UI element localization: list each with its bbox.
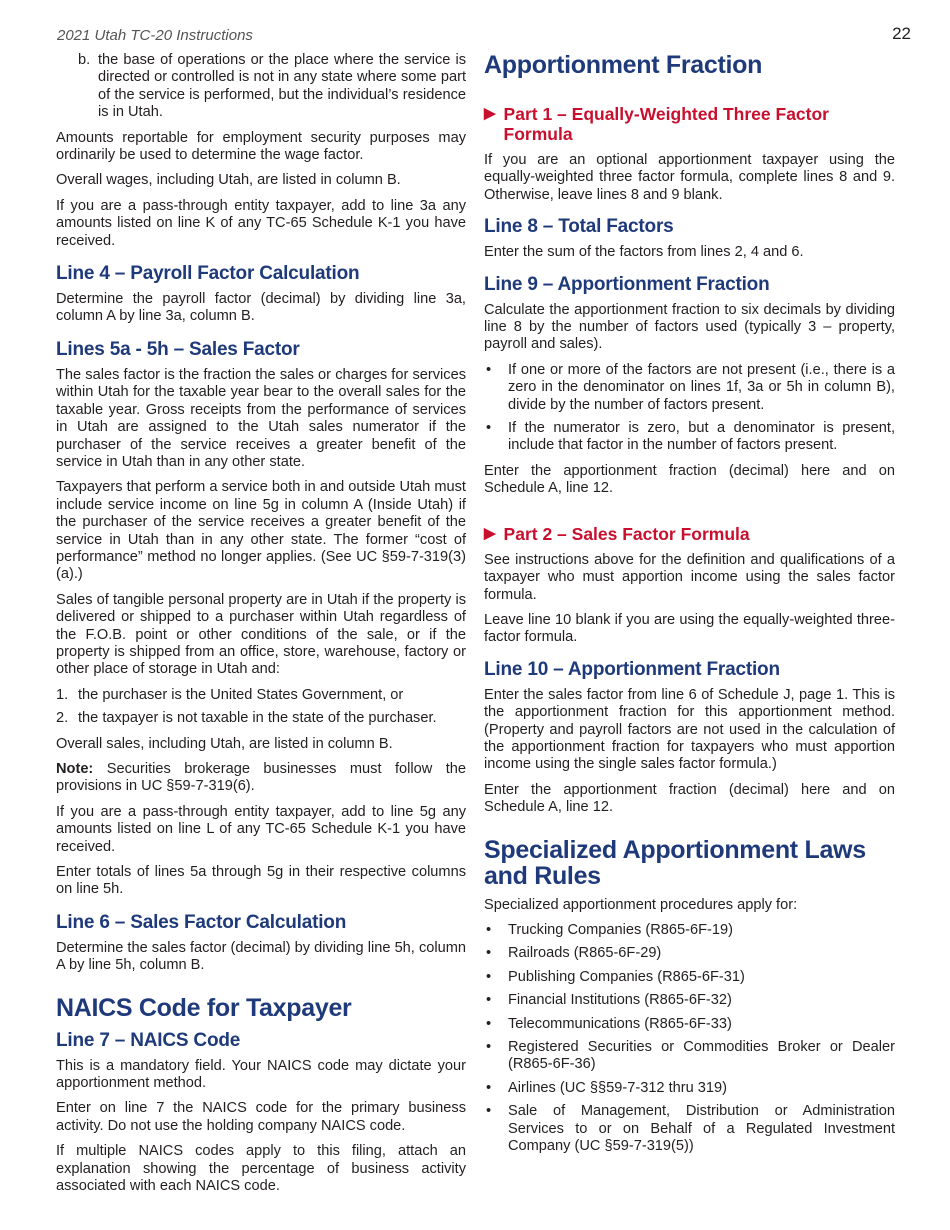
list-item xyxy=(484,1039,895,1074)
bullet: • xyxy=(486,420,492,437)
paragraph-overall-sales: Overall sales, including Utah, are listed in column B. xyxy=(56,735,393,752)
list-item xyxy=(484,922,895,939)
list-item xyxy=(484,420,895,455)
bullet: • xyxy=(486,992,492,1009)
bullet-list-specialized xyxy=(484,922,895,1155)
paragraph-part-2a: See instructions above for the definition and qualifications of a taxpayer who must apportion income using the sales factor formula. xyxy=(484,551,895,603)
paragraph-naics-1: This is a mandatory field. Your NAICS code may dictate your apportionment method. xyxy=(56,1057,466,1092)
paragraph-passthrough-5g: If you are a pass-through entity taxpayer, add to line 5g any amounts listed on line L of any TC-65 Schedule K-1 you have received. xyxy=(56,803,466,855)
bullet: • xyxy=(486,361,492,378)
list-text: Financial Institutions (R865-6F-32) xyxy=(508,992,732,1009)
right-column xyxy=(484,52,895,1163)
heading-line-7: Line 7 – NAICS Code xyxy=(56,1029,241,1051)
paragraph-sales-1: The sales factor is the fraction the sales or charges for services within Utah for the taxable year bear to the overall sales for the taxable year. Gross receipts from the performance of services in Utah are assigned to the Utah sales numerator if the purchaser of the service receives a greater benefit of the service in Utah than in any other state. xyxy=(56,366,466,470)
paragraph-line-10a: Enter the sales factor from line 6 of Schedule J, page 1. This is the apportionment fraction for this apportionment method. (Property and payroll factors are not used in the calculation of the apportionment fraction for taxpayers who must apportion income using the single sales factor formula.) xyxy=(484,686,895,773)
heading-line-4: Line 4 – Payroll Factor Calculation xyxy=(56,263,360,285)
paragraph-sales-3: Sales of tangible personal property are in Utah if the property is delivered or shipped to a purchaser within Utah regardless of the F.O.B. point or other conditions of the sale, or if the property is shipped from an office, store, warehouse, factory or other place of storage in Utah and: xyxy=(56,591,466,678)
list-number: 1. xyxy=(56,686,69,703)
paragraph-part-1: If you are an optional apportionment taxpayer using the equally-weighted three factor formula, complete lines 8 and 9. Otherwise, leave lines 8 and 9 blank. xyxy=(484,152,895,203)
numbered-list xyxy=(56,687,466,728)
heading-line-9: Line 9 – Apportionment Fraction xyxy=(484,273,770,295)
paragraph-line-9-enter: Enter the apportionment fraction (decimal) here and on Schedule A, line 12. xyxy=(484,462,895,497)
paragraph-naics-2: Enter on line 7 the NAICS code for the primary business activity. Do not use the holding company NAICS code. xyxy=(56,1100,466,1134)
list-item xyxy=(484,992,895,1009)
list-text: Railroads (R865-6F-29) xyxy=(508,945,662,962)
list-item xyxy=(484,945,895,962)
list-text: Sale of Management, Distribution or Administration Services to or on Behalf of a Regulated Investment Company (UC §59-7-319(5)) xyxy=(508,1103,895,1155)
bullet: • xyxy=(486,968,492,985)
paragraph-passthrough-3a: If you are a pass-through entity taxpayer, add to line 3a any amounts listed on line K of any TC-65 Schedule K-1 you have received. xyxy=(56,197,466,249)
list-text: Telecommunications (R865-6F-33) xyxy=(508,1015,732,1032)
list-text: If the numerator is zero, but a denominator is present, include that factor in the number of factors present. xyxy=(508,420,895,454)
list-text: Airlines (UC §§59-7-312 thru 319) xyxy=(508,1079,728,1096)
list-item-text: the base of operations or the place where the service is directed or controlled is not in any state where some part of the service is performed, but the individual’s residence is in Utah. xyxy=(98,52,466,121)
paragraph-line-8: Enter the sum of the factors from lines 2, 4 and 6. xyxy=(484,244,804,261)
paragraph-sales-2: Taxpayers that perform a service both in and outside Utah must include service income on line 5g in column A (Inside Utah) if the purchaser of the service receives a greater benefit of the service in Utah than in any other state. The former “cost of performance” method no longer applies. (See UC §59-7-319(3)(a).) xyxy=(56,479,466,583)
running-head: 2021 Utah TC-20 Instructions xyxy=(57,27,253,44)
list-item-label: b. xyxy=(78,52,91,68)
list-text: Trucking Companies (R865-6F-19) xyxy=(508,921,733,938)
heading-line-10: Line 10 – Apportionment Fraction xyxy=(484,658,780,680)
part-2-title: Part 2 – Sales Factor Formula xyxy=(503,523,750,544)
paragraph-line-10b: Enter the apportionment fraction (decimal) here and on Schedule A, line 12. xyxy=(484,781,895,816)
arrow-right-icon: ▶ xyxy=(484,524,496,542)
heading-apportionment-fraction: Apportionment Fraction xyxy=(484,51,763,79)
arrow-right-icon: ▶ xyxy=(484,105,496,122)
paragraph-totals: Enter totals of lines 5a through 5g in their respective columns on line 5h. xyxy=(56,864,466,898)
paragraph-overall-wages: Overall wages, including Utah, are listed in column B. xyxy=(56,172,401,189)
paragraph-part-2b: Leave line 10 blank if you are using the equally-weighted three-factor formula. xyxy=(484,611,895,646)
bullet: • xyxy=(486,945,492,962)
list-number: 2. xyxy=(56,710,69,727)
list-text: Registered Securities or Commodities Broker or Dealer (R865-6F-36) xyxy=(508,1039,895,1073)
list-item xyxy=(56,710,466,727)
bullet: • xyxy=(486,921,492,938)
paragraph-amounts: Amounts reportable for employment security purposes may ordinarily be used to determine the wage factor. xyxy=(56,129,466,164)
heading-line-8: Line 8 – Total Factors xyxy=(484,216,674,238)
paragraph-line-6: Determine the sales factor (decimal) by dividing line 5h, column A by line 5h, column B. xyxy=(56,939,466,974)
bullet: • xyxy=(486,1039,492,1055)
paragraph-naics-3: If multiple NAICS codes apply to this filing, attach an explanation showing the percentage of business activity associated with each NAICS code. xyxy=(56,1143,466,1195)
list-item xyxy=(484,362,895,414)
list-item xyxy=(484,969,895,986)
heading-specialized: Specialized Apportionment Laws and Rules xyxy=(484,835,866,890)
list-text: Publishing Companies (R865-6F-31) xyxy=(508,968,745,985)
list-text: If one or more of the factors are not present (i.e., there is a zero in the denominator on lines 1f, 3a or 5h in column B), divide by the number of factors present. xyxy=(508,361,895,413)
bullet-list-line-9 xyxy=(484,362,895,455)
list-text: the taxpayer is not taxable in the state of the purchaser. xyxy=(78,710,437,727)
heading-part-2 xyxy=(484,524,895,544)
heading-line-6: Line 6 – Sales Factor Calculation xyxy=(56,911,347,933)
heading-naics: NAICS Code for Taxpayer xyxy=(56,993,352,1022)
heading-lines-5: Lines 5a - 5h – Sales Factor xyxy=(56,338,300,360)
bullet: • xyxy=(486,1103,492,1120)
page-number: 22 xyxy=(892,24,911,43)
list-item xyxy=(56,687,466,704)
paragraph-note xyxy=(56,761,466,796)
part-1-title: Part 1 – Equally-Weighted Three Factor Formula xyxy=(503,104,829,144)
list-item xyxy=(484,1016,895,1033)
bullet: • xyxy=(486,1079,492,1096)
note-text: Securities brokerage businesses must follow the provisions in UC §59-7-319(6). xyxy=(56,761,466,795)
list-item xyxy=(484,1080,895,1097)
list-item xyxy=(484,1103,895,1155)
bullet: • xyxy=(486,1015,492,1032)
list-text: the purchaser is the United States Government, or xyxy=(78,686,404,703)
paragraph-line-4: Determine the payroll factor (decimal) by dividing line 3a, column A by line 3a, column B. xyxy=(56,291,466,325)
left-column xyxy=(56,52,466,1204)
paragraph-line-9: Calculate the apportionment fraction to six decimals by dividing line 8 by the number of factors used (typically 3 – property, payroll and sales). xyxy=(484,301,895,353)
note-label: Note: xyxy=(56,761,94,777)
heading-part-1 xyxy=(484,104,895,144)
list-item-b xyxy=(56,52,466,122)
paragraph-specialized: Specialized apportionment procedures apply for: xyxy=(484,896,798,913)
